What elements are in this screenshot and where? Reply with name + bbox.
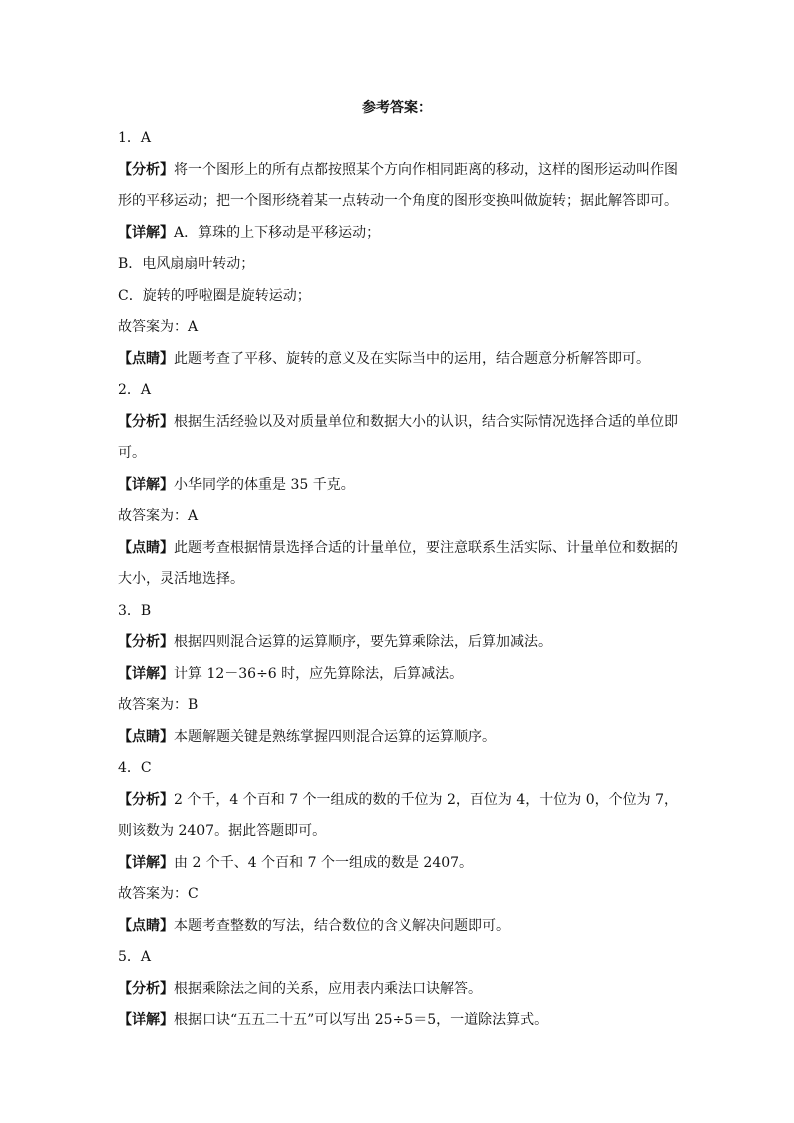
- analysis-paragraph: [118, 155, 678, 218]
- comment-text: 此题考查了平移、旋转的意义及在实际当中的运用，结合题意分析解答即可。: [174, 350, 650, 367]
- detail-line: [118, 659, 678, 691]
- detail-tag: 【详解】: [118, 665, 174, 682]
- analysis-paragraph: [118, 407, 678, 470]
- analysis-tag: 【分析】: [118, 413, 174, 430]
- detail-line: B．电风扇扇叶转动；: [118, 256, 255, 272]
- question-number: 2．A: [118, 382, 152, 398]
- question-number: 4．C: [118, 760, 152, 776]
- detail-tag: 【详解】: [118, 854, 174, 871]
- comment-text: 本题考查整数的写法，结合数位的含义解决问题即可。: [174, 917, 510, 934]
- answer-line: 故答案为：C: [118, 886, 199, 902]
- detail-line: [118, 848, 678, 880]
- question-number: 3．B: [118, 602, 152, 619]
- answer-item-5: [118, 942, 678, 1037]
- analysis-tag: 【分析】: [118, 980, 174, 997]
- analysis-text: 将一个图形上的所有点都按照某个方向作相同距离的移动，这样的图形运动叫作图形的平移运动；把一个图形绕着某一点转动一个角度的图形变换叫做旋转；据此解答即可。: [118, 161, 678, 209]
- question-number: 5．A: [118, 949, 152, 965]
- analysis-text: 根据乘除法之间的关系，应用表内乘法口诀解答。: [174, 980, 482, 997]
- detail-text: 计算 12－36÷6 时，应先算除法，后算减法。: [174, 665, 464, 682]
- detail-text: 小华同学的体重是 35 千克。: [174, 476, 355, 493]
- analysis-text: 根据四则混合运算的运算顺序，要先算乘除法，后算加减法。: [174, 634, 552, 650]
- answer-line: 故答案为：A: [118, 319, 199, 335]
- comment-tag: 【点睛】: [118, 728, 174, 745]
- comment-text: 本题解题关键是熟练掌握四则混合运算的运算顺序。: [174, 728, 496, 745]
- detail-text: A．算珠的上下移动是平移运动；: [174, 224, 381, 241]
- detail-line: [118, 470, 678, 502]
- analysis-paragraph: [118, 627, 678, 659]
- analysis-tag: 【分析】: [118, 791, 175, 808]
- analysis-text: 根据生活经验以及对质量单位和数据大小的认识，结合实际情况选择合适的单位即可。: [118, 413, 678, 461]
- comment-text: 此题考查根据情景选择合适的计量单位，要注意联系生活实际、计量单位和数据的大小，灵活地选择。: [118, 539, 678, 587]
- analysis-paragraph: [118, 974, 678, 1006]
- comment-paragraph: [118, 344, 678, 376]
- comment-paragraph: [118, 911, 678, 943]
- comment-paragraph: [118, 533, 678, 596]
- analysis-tag: 【分析】: [118, 634, 174, 650]
- comment-tag: 【点睛】: [118, 539, 174, 556]
- detail-text: 根据口诀“五五二十五”可以写出 25÷5＝5，一道除法算式。: [174, 1012, 549, 1028]
- page-title: 参考答案：: [362, 100, 432, 116]
- comment-tag: 【点睛】: [118, 350, 174, 367]
- answer-item-3: [118, 596, 678, 754]
- answer-line: 故答案为：B: [118, 697, 199, 713]
- detail-tag: 【详解】: [118, 476, 174, 493]
- answer-item-4: [118, 753, 678, 942]
- analysis-paragraph: [118, 785, 678, 848]
- analysis-text: 2 个千，4 个百和 7 个一组成的数的千位为 2，百位为 4，十位为 0，个位为 7，则该数为 2407。据此答题即可。: [118, 791, 679, 839]
- comment-paragraph: [118, 722, 678, 754]
- analysis-tag: 【分析】: [118, 161, 174, 178]
- question-number: 1．A: [118, 130, 152, 146]
- detail-line: C．旋转的呼啦圈是旋转运动；: [118, 287, 311, 304]
- detail-line: [118, 1005, 678, 1037]
- answer-line: 故答案为：A: [118, 508, 199, 524]
- detail-line: [118, 218, 678, 250]
- answer-item-2: [118, 375, 678, 596]
- answer-item-1: [118, 123, 678, 375]
- detail-text: 由 2 个千、4 个百和 7 个一组成的数是 2407。: [174, 854, 474, 871]
- detail-tag: 【详解】: [118, 1012, 174, 1028]
- comment-tag: 【点睛】: [118, 917, 174, 934]
- answer-content: [118, 123, 678, 1037]
- detail-tag: 【详解】: [118, 224, 174, 241]
